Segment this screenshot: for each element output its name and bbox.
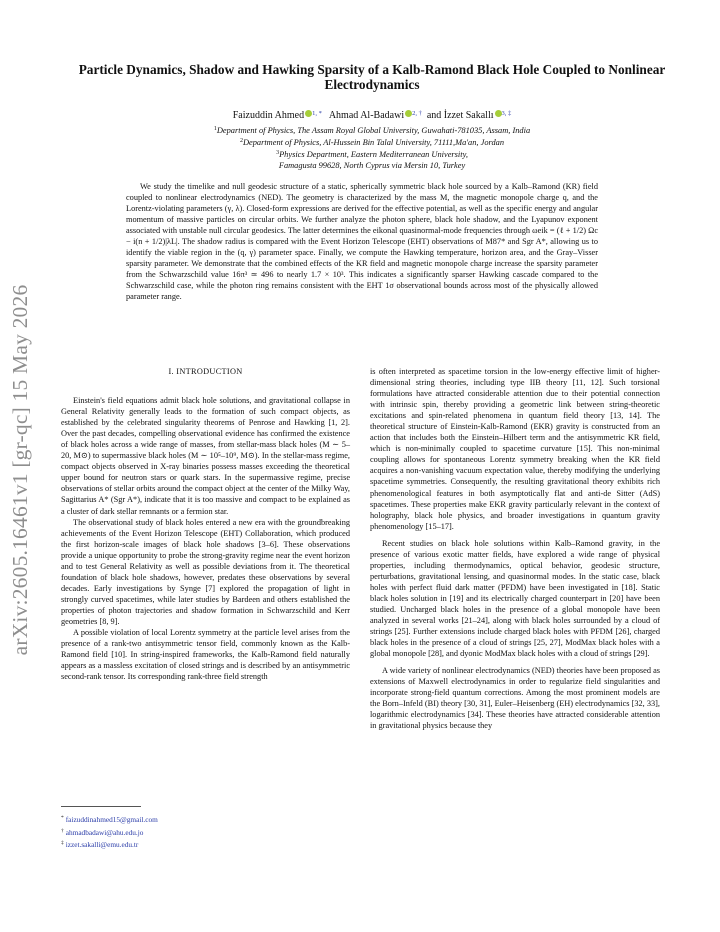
affiliation — [76, 136, 668, 148]
affiliation — [76, 124, 668, 136]
author-mark: 2, † — [412, 110, 422, 117]
email-link[interactable]: ahmadbadawi@ahu.edu.jo — [65, 827, 144, 837]
author-mark: 1, * — [312, 110, 322, 117]
email-link[interactable]: faizuddinahmed15@gmail.com — [65, 815, 158, 824]
footnote-mark: * — [61, 815, 64, 821]
footnote-mark: ‡ — [61, 840, 64, 846]
orcid-icon[interactable] — [495, 110, 502, 117]
affiliation-number: 3 — [276, 150, 280, 156]
author-name: İzzet Sakallı — [443, 110, 494, 121]
affiliation-number: 1 — [213, 126, 217, 132]
email-link[interactable]: izzet.sakalli@emu.edu.tr — [65, 840, 139, 849]
body-paragraph: A wide variety of nonlinear electrodynamics (NED) theories have been proposed as extensions of Maxwell electrodynamics in order to regularize field singularities and incorporate strong-field quantum corrections. Among the most prominent models are the Born–Infeld (BI) theory [30, 31], Euler–Heisenberg (EH) electrodynamics [32, 33], logarithmic electrodynamics [34]. These theories have attracted considerable attention in gravitational physics because they — [370, 666, 660, 731]
footnote-email[interactable] — [61, 838, 350, 851]
affiliation-text: Famagusta 99628, North Cyprus via Mersin 10, Turkey — [278, 161, 466, 170]
body-paragraph: is often interpreted as spacetime torsion in the low-energy effective limit of higher-dimensional string theories, including type IIB theory [11, 12]. Such torsional formulations have attracted considerable attention due to their potential connection with intrinsic spin, thereby providing a geometric link between string-theoretic excitations and spin-related phenomena in quantum field theory [13, 14]. The theoretical structure of Einstein-Kalb-Ramond (EKR) gravity is constructed from an action that includes both the Einstein–Hilbert term and the antisymmetric KR field, which is non-minimally coupled to spacetime curvature [15]. This non-minimal coupling allows for spontaneous Lorentz symmetry breaking when the KR field acquires a non-vanishing vacuum expectation value, thereby modifying the underlying spacetime symmetries. Consequently, the resulting gravitational theory exhibits rich phenomenological features in both asymptotically flat and anti-de Sitter (AdS) spacetimes. These properties make EKR gravity particularly relevant in the context of holography, black hole physics, and broader investigations in quantum gravity phenomenology [15–17]. — [370, 367, 660, 531]
affiliation-text: Department of Physics, The Assam Royal Global University, Guwahati-781035, Assam, India — [216, 126, 531, 135]
footnote-email[interactable] — [61, 826, 350, 839]
author-conjunction: and — [426, 110, 442, 121]
affiliation-text: Department of Physics, Al-Hussein Bin Talal University, 71111,Ma'an, Jordan — [242, 138, 505, 147]
footnote-mark: † — [61, 827, 64, 834]
arxiv-identifier: arXiv:2605.16461v1 [gr-qc] 15 May 2026 — [8, 284, 32, 656]
author-name: Ahmad Al-Badawi — [328, 110, 405, 121]
body-paragraph: A possible violation of local Lorentz symmetry at the particle level arises from the presence of a rank-two antisymmetric tensor field, commonly known as the Kalb-Ramond field [10]. In string-inspired frameworks, the Kalb-Ramond field naturally appears as a massless excitation of closed strings and is described by an antisymmetric second-rank tensor. Its corresponding rank-three field strength — [61, 628, 350, 682]
body-paragraph: Einstein's field equations admit black hole solutions, and gravitational collapse in General Relativity generally leads to the formation of such compact objects, as established by the celebrated singularity theorems of Penrose and Hawking [1, 2]. Over the past decades, compelling observational evidence has confirmed the existence of black holes across a wide range of masses, from stellar-mass black holes (M ∼ 5–20, M⊙) to supermassive black holes (M ∼ 10⁵–10⁹, M⊙). In the stellar-mass regime, compact objects observed in X-ray binaries possess masses exceeding the theoretical upper bound for neutron stars or quark stars. In the supermassive regime, precise observations of stellar orbits around the compact object at the center of the Milky Way, Sagittarius A* (Sgr A*), indicate that it is too massive and compact to be explained as a cluster of dark stellar remnants or a fermion star. — [61, 396, 350, 516]
author-mark: 3, ‡ — [501, 110, 512, 117]
affiliations — [76, 124, 668, 171]
affiliation-text: Physics Department, Eastern Mediterranean University, — [279, 150, 468, 159]
affiliation-number: 2 — [239, 138, 243, 144]
affiliation — [76, 160, 668, 171]
body-paragraph: Recent studies on black hole solutions within Kalb–Ramond gravity, in the presence of various exotic matter fields, have explored a wide range of physical properties, including thermodynamics, optical behavior, geodesic structure, perturbations, gravitational lensing, and quasinormal modes. In the static case, black holes with perfect fluid dark matter (PFDM) have been investigated in [18]. Static black holes solution in [19] and its electrically charged counterpart in [20] have been studied. Uncharged black holes in the presence of a global monopole have been analyzed in several works [21–24], along with black holes surrounded by a cloud of strings [25]. Further extensions include charged black holes with PFDM [26], charged black holes in the presence of a cloud of strings [25, 27], ModMax black holes with a global monopole [28], and dyonic ModMax black holes with a cloud of strings [29]. — [370, 538, 660, 659]
author-name: Faizuddin Ahmed — [232, 110, 305, 121]
left-column — [61, 366, 350, 682]
author-list — [76, 108, 668, 122]
right-column — [370, 366, 660, 732]
affiliation — [76, 148, 668, 160]
body-paragraph: The observational study of black holes entered a new era with the groundbreaking achievements of the Event Horizon Telescope (EHT) Collaboration, which produced the first horizon-scale images of black hole shadows [3–6]. These observations provide a unique opportunity to probe the strong-gravity regime near the event horizon and to test General Relativity as well as possible deviations from it. The theoretical foundation of black hole shadows, however, predates these observations by several decades. Early investigations by Synge [7] explored the propagation of light in strongly curved spacetimes, while later studies by Bardeen and others established the properties of photon trajectories and shadow formation in Schwarzschild and Kerr geometries [8, 9]. — [61, 517, 350, 626]
abstract: We study the timelike and null geodesic structure of a static, spherically symmetric black hole sourced by a Kalb–Ramond (KR) field coupled to nonlinear electrodynamics (NED). The geometry is characterized by the mass M, the magnetic monopole charge q, and the Lorentz-violating parameters (γ, λ). Closed-form expressions are derived for the effective potential, as well as the specific energy and angular momentum of massive particles on circular orbits. We further analyze the photon sphere, black hole shadow, and the Lyapunov exponent associated with unstable null circular geodesics. The latter determines the eikonal quasinormal-mode frequencies through ωeik = (ℓ + 1/2) Ωc − i(n + 1/2)|λL|. The shadow radius is compared with the Event Horizon Telescope (EHT) observations of M87* and Sgr A*, allowing us to identify the viable region in the (q, γ) parameter space. Finally, we compute the Hawking temperature, horizon area, and the Gray–Visser sparsity parameter. We demonstrate that the combined effects of the KR field and magnetic monopole charge increase the sparsity parameter from the Schwarzschild value 16π³ ≃ 496 to nearly 1.7 × 10³. This indicates a significantly sparser Hawking cascade compared to the Schwarzschild case, while the photon ring remains consistent with the EHT 1σ observational bounds across most of the physically allowed parameter range. — [126, 182, 598, 302]
footnotes — [61, 806, 350, 851]
footnote-email[interactable] — [61, 813, 350, 826]
footnote-rule — [61, 806, 141, 807]
section-heading: I. INTRODUCTION — [168, 367, 243, 376]
paper-title: Particle Dynamics, Shadow and Hawking Sparsity of a Kalb-Ramond Black Hole Coupled to Nonlinear Electrodynamics — [78, 62, 666, 92]
